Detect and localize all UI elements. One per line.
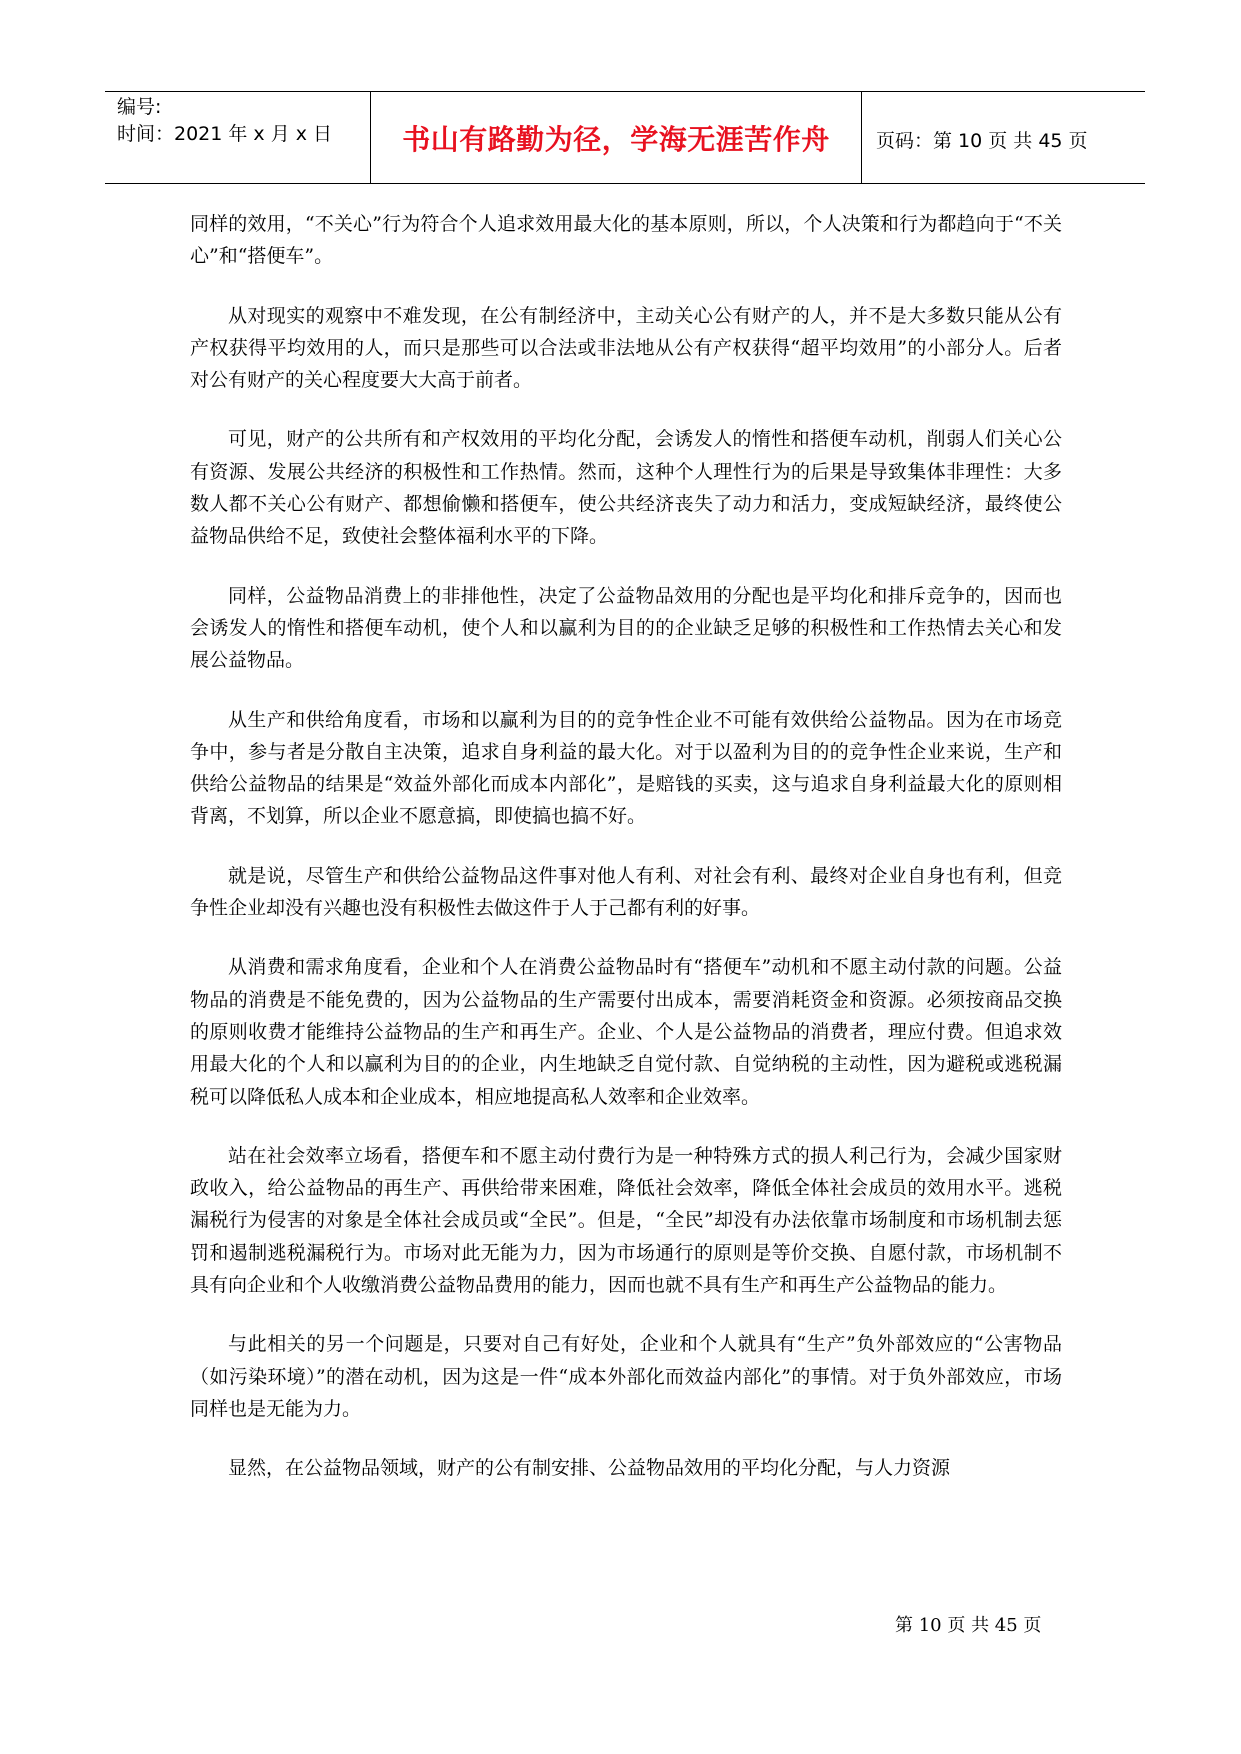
paragraph: 同样，公益物品消费上的非排他性，决定了公益物品效用的分配也是平均化和排斥竞争的，因而也会诱发人的惰性和搭便车动机，使个人和以赢利为目的的企业缺乏足够的积极性和工作热情去关心和发展公益物品。	[190, 584, 1062, 672]
paragraph: 可见，财产的公共所有和产权效用的平均化分配，会诱发人的惰性和搭便车动机，削弱人们关心公有资源、发展公共经济的积极性和工作热情。然而，这种个人理性行为的后果是导致集体非理性：大多数人都不关心公有财产、都想偷懒和搭便车，使公共经济丧失了动力和活力，变成短缺经济，最终使公益物品供给不足，致使社会整体福利水平的下降。	[190, 428, 1062, 548]
document-time: 时间：2021 年 x 月 x 日	[117, 123, 333, 145]
paragraph: 同样的效用，“不关心”行为符合个人追求效用最大化的基本原则，所以，个人决策和行为都趋向于“不关心”和“搭便车”。	[190, 213, 1062, 268]
header-divider-left	[370, 91, 371, 183]
paragraph: 与此相关的另一个问题是，只要对自己有好处，企业和个人就具有“生产”负外部效应的“公害物品（如污染环境）”的潜在动机，因为这是一件“成本外部化而效益内部化”的事情。对于负外部效应，市场同样也是无能为力。	[190, 1333, 1062, 1420]
header-motto: 书山有路勤为径，学海无涯苦作舟	[402, 123, 830, 156]
paragraph: 从生产和供给角度看，市场和以赢利为目的的竞争性企业不可能有效供给公益物品。因为在市场竞争中，参与者是分散自主决策，追求自身利益的最大化。对于以盈利为目的的竞争性企业来说，生产和供给公益物品的结果是“效益外部化而成本内部化”，是赔钱的买卖，这与追求自身利益最大化的原则相背离，不划算，所以企业不愿意搞，即使搞也搞不好。	[190, 708, 1062, 828]
header-meta	[117, 94, 367, 148]
document-body	[190, 208, 1062, 1512]
header-bottom-rule	[105, 183, 1145, 184]
paragraph: 显然，在公益物品领域，财产的公有制安排、公益物品效用的平均化分配，与人力资源	[228, 1457, 951, 1480]
paragraph: 从消费和需求角度看，企业和个人在消费公益物品时有“搭便车”动机和不愿主动付款的问题。公益物品的消费是不能免费的，因为公益物品的生产需要付出成本，需要消耗资金和资源。必须按商品交换的原则收费才能维持公益物品的生产和再生产。企业、个人是公益物品的消费者，理应付费。但追求效用最大化的个人和以赢利为目的的企业，内生地缺乏自觉付款、自觉纳税的主动性，因为避税或逃税漏税可以降低私人成本和企业成本，相应地提高私人效率和企业效率。	[190, 956, 1062, 1108]
header-divider-right	[861, 91, 862, 183]
paragraph: 从对现实的观察中不难发现，在公有制经济中，主动关心公有财产的人，并不是大多数只能从公有产权获得平均效用的人，而只是那些可以合法或非法地从公有产权获得“超平均效用”的小部分人。后者对公有财产的关心程度要大大高于前者。	[190, 304, 1062, 392]
header-top-rule	[105, 91, 1145, 92]
paragraph: 站在社会效率立场看，搭便车和不愿主动付费行为是一种特殊方式的损人利己行为，会减少国家财政收入，给公益物品的再生产、再供给带来困难，降低社会效率，降低全体社会成员的效用水平。逃税漏税行为侵害的对象是全体社会成员或“全民”。但是，“全民”却没有办法依靠市场制度和市场机制去惩罚和遏制逃税漏税行为。市场对此无能为力，因为市场通行的原则是等价交换、自愿付款，市场机制不具有向企业和个人收缴消费公益物品费用的能力，因而也就不具有生产和再生产公益物品的能力。	[190, 1144, 1062, 1297]
paragraph: 就是说，尽管生产和供给公益物品这件事对他人有利、对社会有利、最终对企业自身也有利，但竞争性企业却没有兴趣也没有积极性去做这件于人于己都有利的好事。	[190, 864, 1062, 920]
footer-page-number: 第 10 页 共 45 页	[895, 1615, 1042, 1636]
header-page-info: 页码：第 10 页 共 45 页	[876, 130, 1088, 152]
document-number: 编号:	[117, 96, 162, 118]
